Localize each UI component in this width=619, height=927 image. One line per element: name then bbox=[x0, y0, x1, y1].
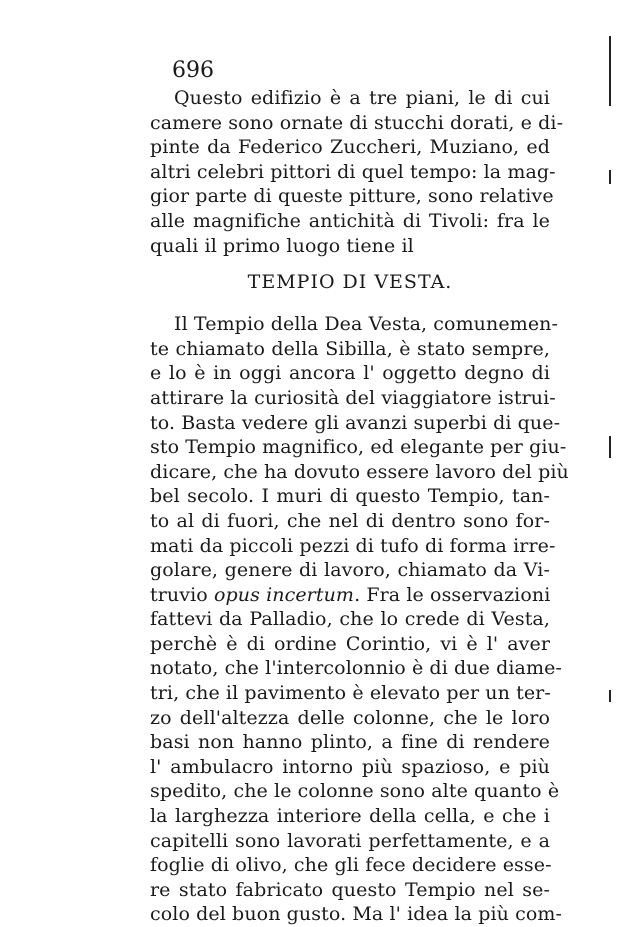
text-line: fattevi da Palladio, che lo crede di Vesta, bbox=[150, 608, 550, 631]
text-line: e lo è in oggi ancora l' oggetto degno di bbox=[150, 362, 550, 385]
text-line: to. Basta vedere gli avanzi superbi di que- bbox=[150, 411, 561, 434]
text-line: notato, che l'intercolonnio è di due diame- bbox=[150, 657, 562, 680]
text-line: foglie di olivo, che gli fece decidere esse- bbox=[150, 854, 552, 877]
text-line: perchè è di ordine Corintio, vi è l' aver bbox=[150, 632, 550, 655]
text-line: sto Tempio magnifico, ed elegante per giu- bbox=[150, 436, 567, 459]
binding-edge-mark bbox=[609, 690, 611, 702]
text-line: dicare, che ha dovuto essere lavoro del più bbox=[150, 460, 569, 483]
text-line: mati da piccoli pezzi di tufo di forma irre- bbox=[150, 534, 556, 557]
text-segment: . Fra le osservazioni bbox=[354, 583, 551, 606]
text-line: attirare la curiosità del viaggiatore istrui- bbox=[150, 386, 556, 409]
text-line: Il Tempio della Dea Vesta, comunemen- bbox=[174, 313, 559, 336]
text-line: re stato fabricato questo Tempio nel se- bbox=[150, 878, 550, 901]
binding-edge-mark bbox=[609, 36, 611, 106]
text-line: basi non hanno plinto, a fine di rendere bbox=[150, 731, 550, 754]
text-line: altri celebri pittori di quel tempo: la mag- bbox=[150, 160, 556, 183]
italic-term: opus incertum bbox=[213, 583, 355, 606]
text-line: la larghezza interiore della cella, e che i bbox=[150, 805, 550, 828]
book-page bbox=[150, 58, 569, 927]
text-line: alle magnifiche antichità di Tivoli: fra le bbox=[150, 209, 550, 232]
text-line: camere sono ornate di stucchi dorati, e di- bbox=[150, 111, 564, 134]
text-line: tri, che il pavimento è elevato per un ter- bbox=[150, 682, 551, 705]
text-line: l' ambulacro intorno più spazioso, e più bbox=[150, 755, 550, 778]
binding-edge-mark bbox=[609, 436, 611, 458]
text-line-vitruvio bbox=[150, 583, 550, 608]
text-segment: truvio bbox=[150, 583, 214, 606]
text-line: capitelli sono lavorati perfettamente, e a bbox=[150, 829, 550, 852]
text-line: bel secolo. I muri di questo Tempio, tan- bbox=[150, 485, 550, 508]
text-line: Questo edifizio è a tre piani, le di cui bbox=[174, 87, 550, 109]
paragraph-intro bbox=[150, 86, 564, 258]
text-line: zo dell'altezza delle colonne, che le loro bbox=[150, 706, 550, 729]
section-heading: TEMPIO DI VESTA. bbox=[247, 271, 453, 294]
text-line: pinte da Federico Zuccheri, Muziano, ed bbox=[150, 136, 550, 159]
binding-edge-mark bbox=[609, 170, 611, 184]
text-line: to al di fuori, che nel di dentro sono for- bbox=[150, 509, 550, 532]
paragraph-tempio bbox=[150, 312, 569, 927]
text-line: te chiamato della Sibilla, è stato sempre, bbox=[150, 337, 550, 360]
text-line: quali il primo luogo tiene il bbox=[150, 234, 414, 257]
text-line: colo del buon gusto. Ma l' idea la più com- bbox=[150, 903, 563, 926]
text-line: golare, genere di lavoro, chiamato da Vi- bbox=[150, 559, 550, 582]
text-line: gior parte di queste pitture, sono relative bbox=[150, 185, 554, 208]
page-number: 696 bbox=[172, 58, 214, 83]
text-line: spedito, che le colonne sono alte quanto è bbox=[150, 780, 560, 803]
